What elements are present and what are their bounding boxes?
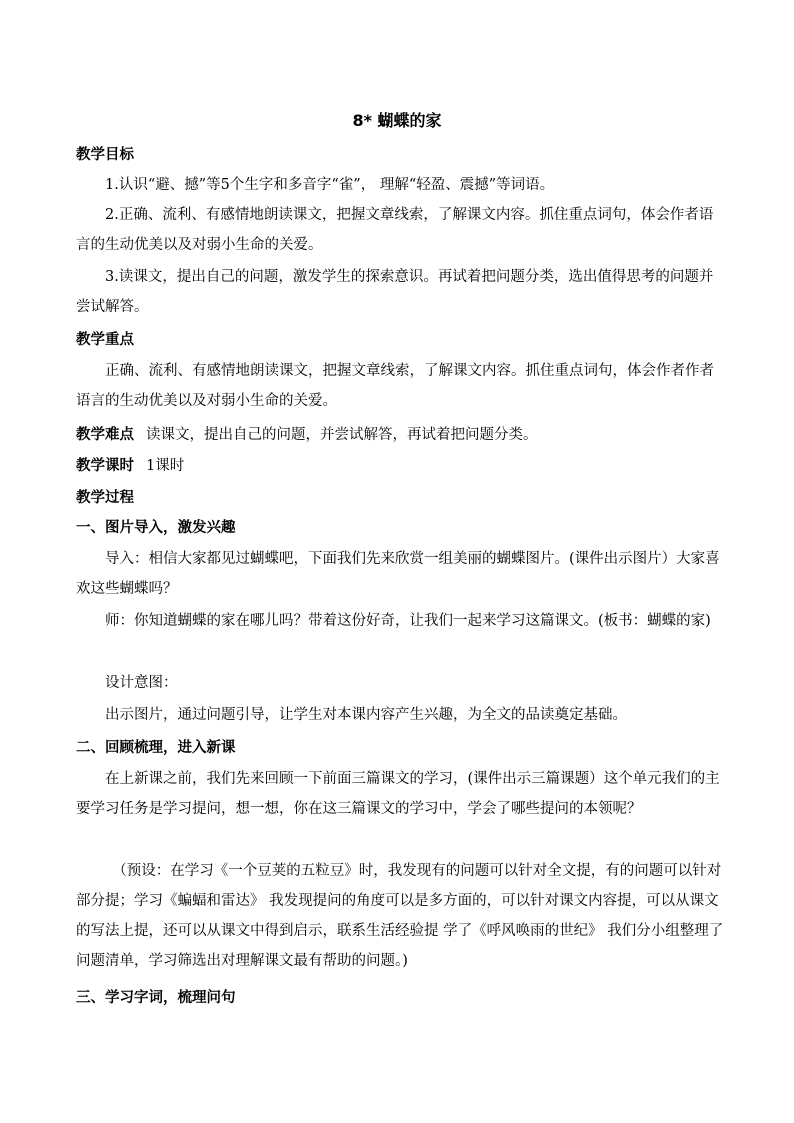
page-title: 8* 蝴蝶的家 [352,111,442,130]
difficulty-label: 教学难点 [76,427,134,443]
difficulty-row [76,425,724,445]
focus-text: 正确、流利、有感情地朗读课文，把握文章线索，了解课文内容。抓住重点词句，体会作者作者语言的生动优美以及对弱小生命的关爱。 [76,363,714,409]
part2-paragraph-2: （预设：在学习《一个豆荚的五粒豆》时，我发现有的问题可以针对全文提，有的问题可以针对部分提；学习《蝙蝠和雷达》 我发现提问的角度可以是多方面的，可以针对课文内容提，可以从课文的写法上提，还可以从课文中得到启示，联系生活经验提 学了《呼风唤雨的世纪》 我们分小组整理了问题清单，学习筛选出对理解课文最有帮助的问题。) [76,863,724,969]
part1-paragraph-3: 设计意图： [105,675,178,691]
difficulty-text: 读课文，提出自己的问题，并尝试解答，再试着把问题分类。 [146,427,538,443]
part2-paragraph-1: 在上新课之前，我们先来回顾一下前面三篇课文的学习，(课件出示三篇课题）这个单元我们的主要学习任务是学习提问，想一想，你在这三篇课文的学习中，学会了哪些提问的本领呢？ [76,771,720,817]
goal-1: 1.认识“避、撼”等5个生字和多音字“雀”， 理解“轻盈、震撼”等词语。 [105,177,555,193]
hours-text: 1课时 [146,458,185,474]
goal-2: 2.正确、流利、有感情地朗读课文，把握文章线索，了解课文内容。抓住重点词句，体会作者语言的生动优美以及对弱小生命的关爱。 [76,207,714,253]
process-heading: 教学过程 [76,490,134,506]
goal-3: 3.读课文，提出自己的问题，激发学生的探索意识。再试着把问题分类，选出值得思考的问题并尝试解答。 [76,269,714,315]
hours-label: 教学课时 [76,458,134,474]
part2-heading: 二、回顾梳理，进入新课 [76,740,236,756]
hours-row [76,456,724,476]
part1-heading: 一、图片导入，激发兴趣 [76,520,236,536]
goals-heading: 教学目标 [76,147,134,163]
part1-paragraph-1: 导入：相信大家都见过蝴蝶吧，下面我们先来欣赏一组美丽的蝴蝶图片。(课件出示图片）大家喜欢这些蝴蝶吗？ [76,551,720,597]
part3-heading: 三、学习字词，梳理问句 [76,990,236,1006]
focus-heading: 教学重点 [76,332,134,348]
part1-paragraph-4: 出示图片，通过问题引导，让学生对本课内容产生兴趣，为全文的品读奠定基础。 [105,707,627,723]
part1-paragraph-2: 师：你知道蝴蝶的家在哪儿吗？带着这份好奇，让我们一起来学习这篇课文。(板书：蝴蝶的家) [105,613,711,629]
